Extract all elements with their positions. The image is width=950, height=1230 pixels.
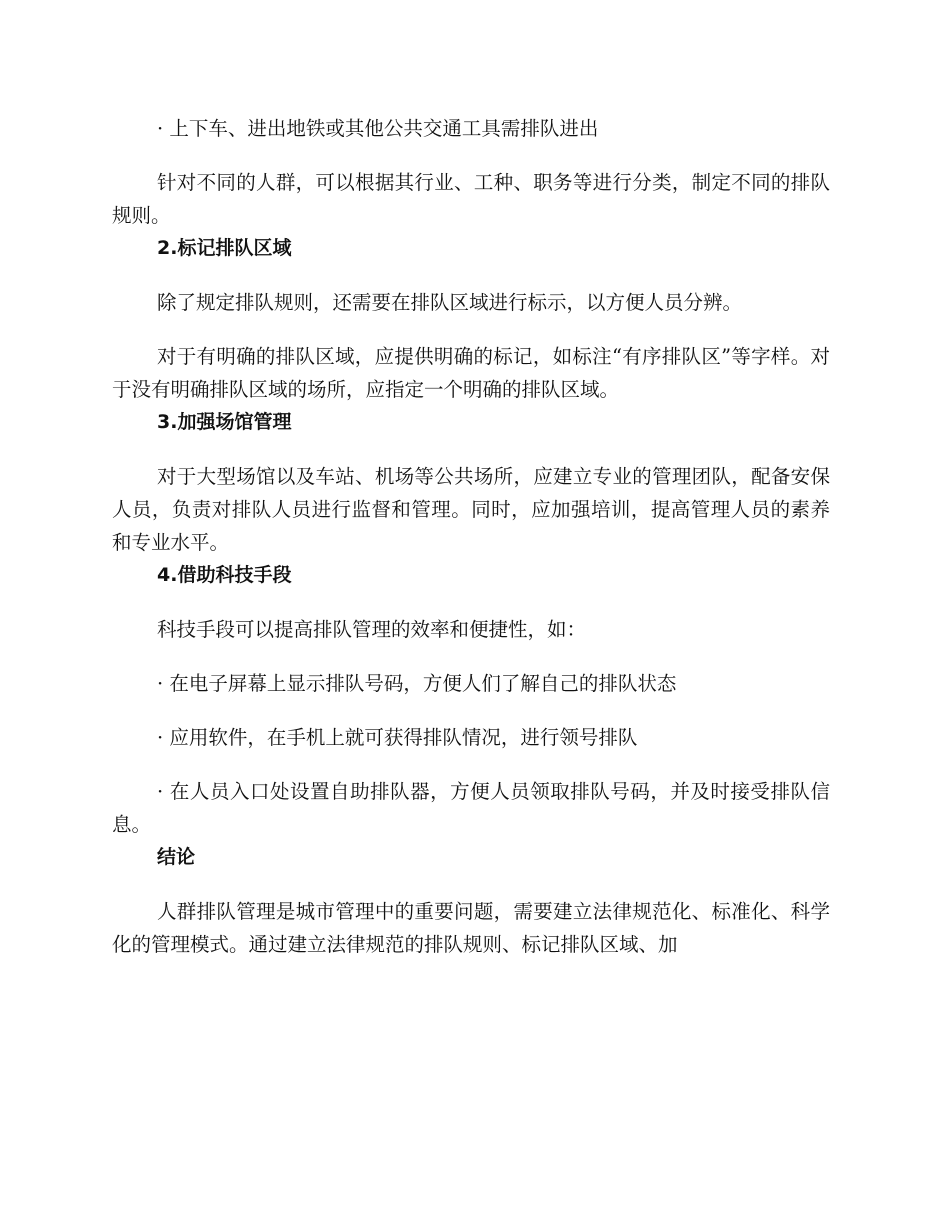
paragraph-mark-intro: 除了规定排队规则，还需要在排队区域进行标示，以方便人员分辨。 bbox=[157, 291, 743, 314]
paragraph-conclusion: 人群排队管理是城市管理中的重要问题，需要建立法律规范化、标准化、科学化的管理模式。通过建立法律规范的排队规则、标记排队区域、加 bbox=[112, 900, 830, 956]
document-page bbox=[112, 112, 830, 961]
section-heading-conclusion: 结论 bbox=[157, 846, 196, 868]
paragraph-tech-intro: 科技手段可以提高排队管理的效率和便捷性，如： bbox=[157, 618, 587, 641]
bullet-app: · 应用软件，在手机上就可获得排队情况，进行领号排队 bbox=[157, 726, 638, 749]
section-heading-3: 3.加强场馆管理 bbox=[157, 411, 292, 433]
section-heading-4: 4.借助科技手段 bbox=[157, 564, 292, 586]
paragraph-classify-people: 针对不同的人群，可以根据其行业、工种、职务等进行分类，制定不同的排队规则。 bbox=[112, 171, 830, 227]
bullet-transit: · 上下车、进出地铁或其他公共交通工具需排队进出 bbox=[157, 117, 599, 140]
paragraph-venue-detail: 对于大型场馆以及车站、机场等公共场所，应建立专业的管理团队，配备安保人员，负责对排队人员进行监督和管理。同时，应加强培训，提高管理人员的素养和专业水平。 bbox=[112, 465, 830, 554]
paragraph-mark-detail: 对于有明确的排队区域，应提供明确的标记，如标注“有序排队区”等字样。对于没有明确排队区域的场所，应指定一个明确的排队区域。 bbox=[112, 345, 830, 401]
bullet-kiosk: · 在人员入口处设置自助排队器，方便人员领取排队号码，并及时接受排队信息。 bbox=[112, 780, 830, 836]
section-heading-2: 2.标记排队区域 bbox=[157, 237, 292, 259]
bullet-screen: · 在电子屏幕上显示排队号码，方便人们了解自己的排队状态 bbox=[157, 672, 677, 695]
